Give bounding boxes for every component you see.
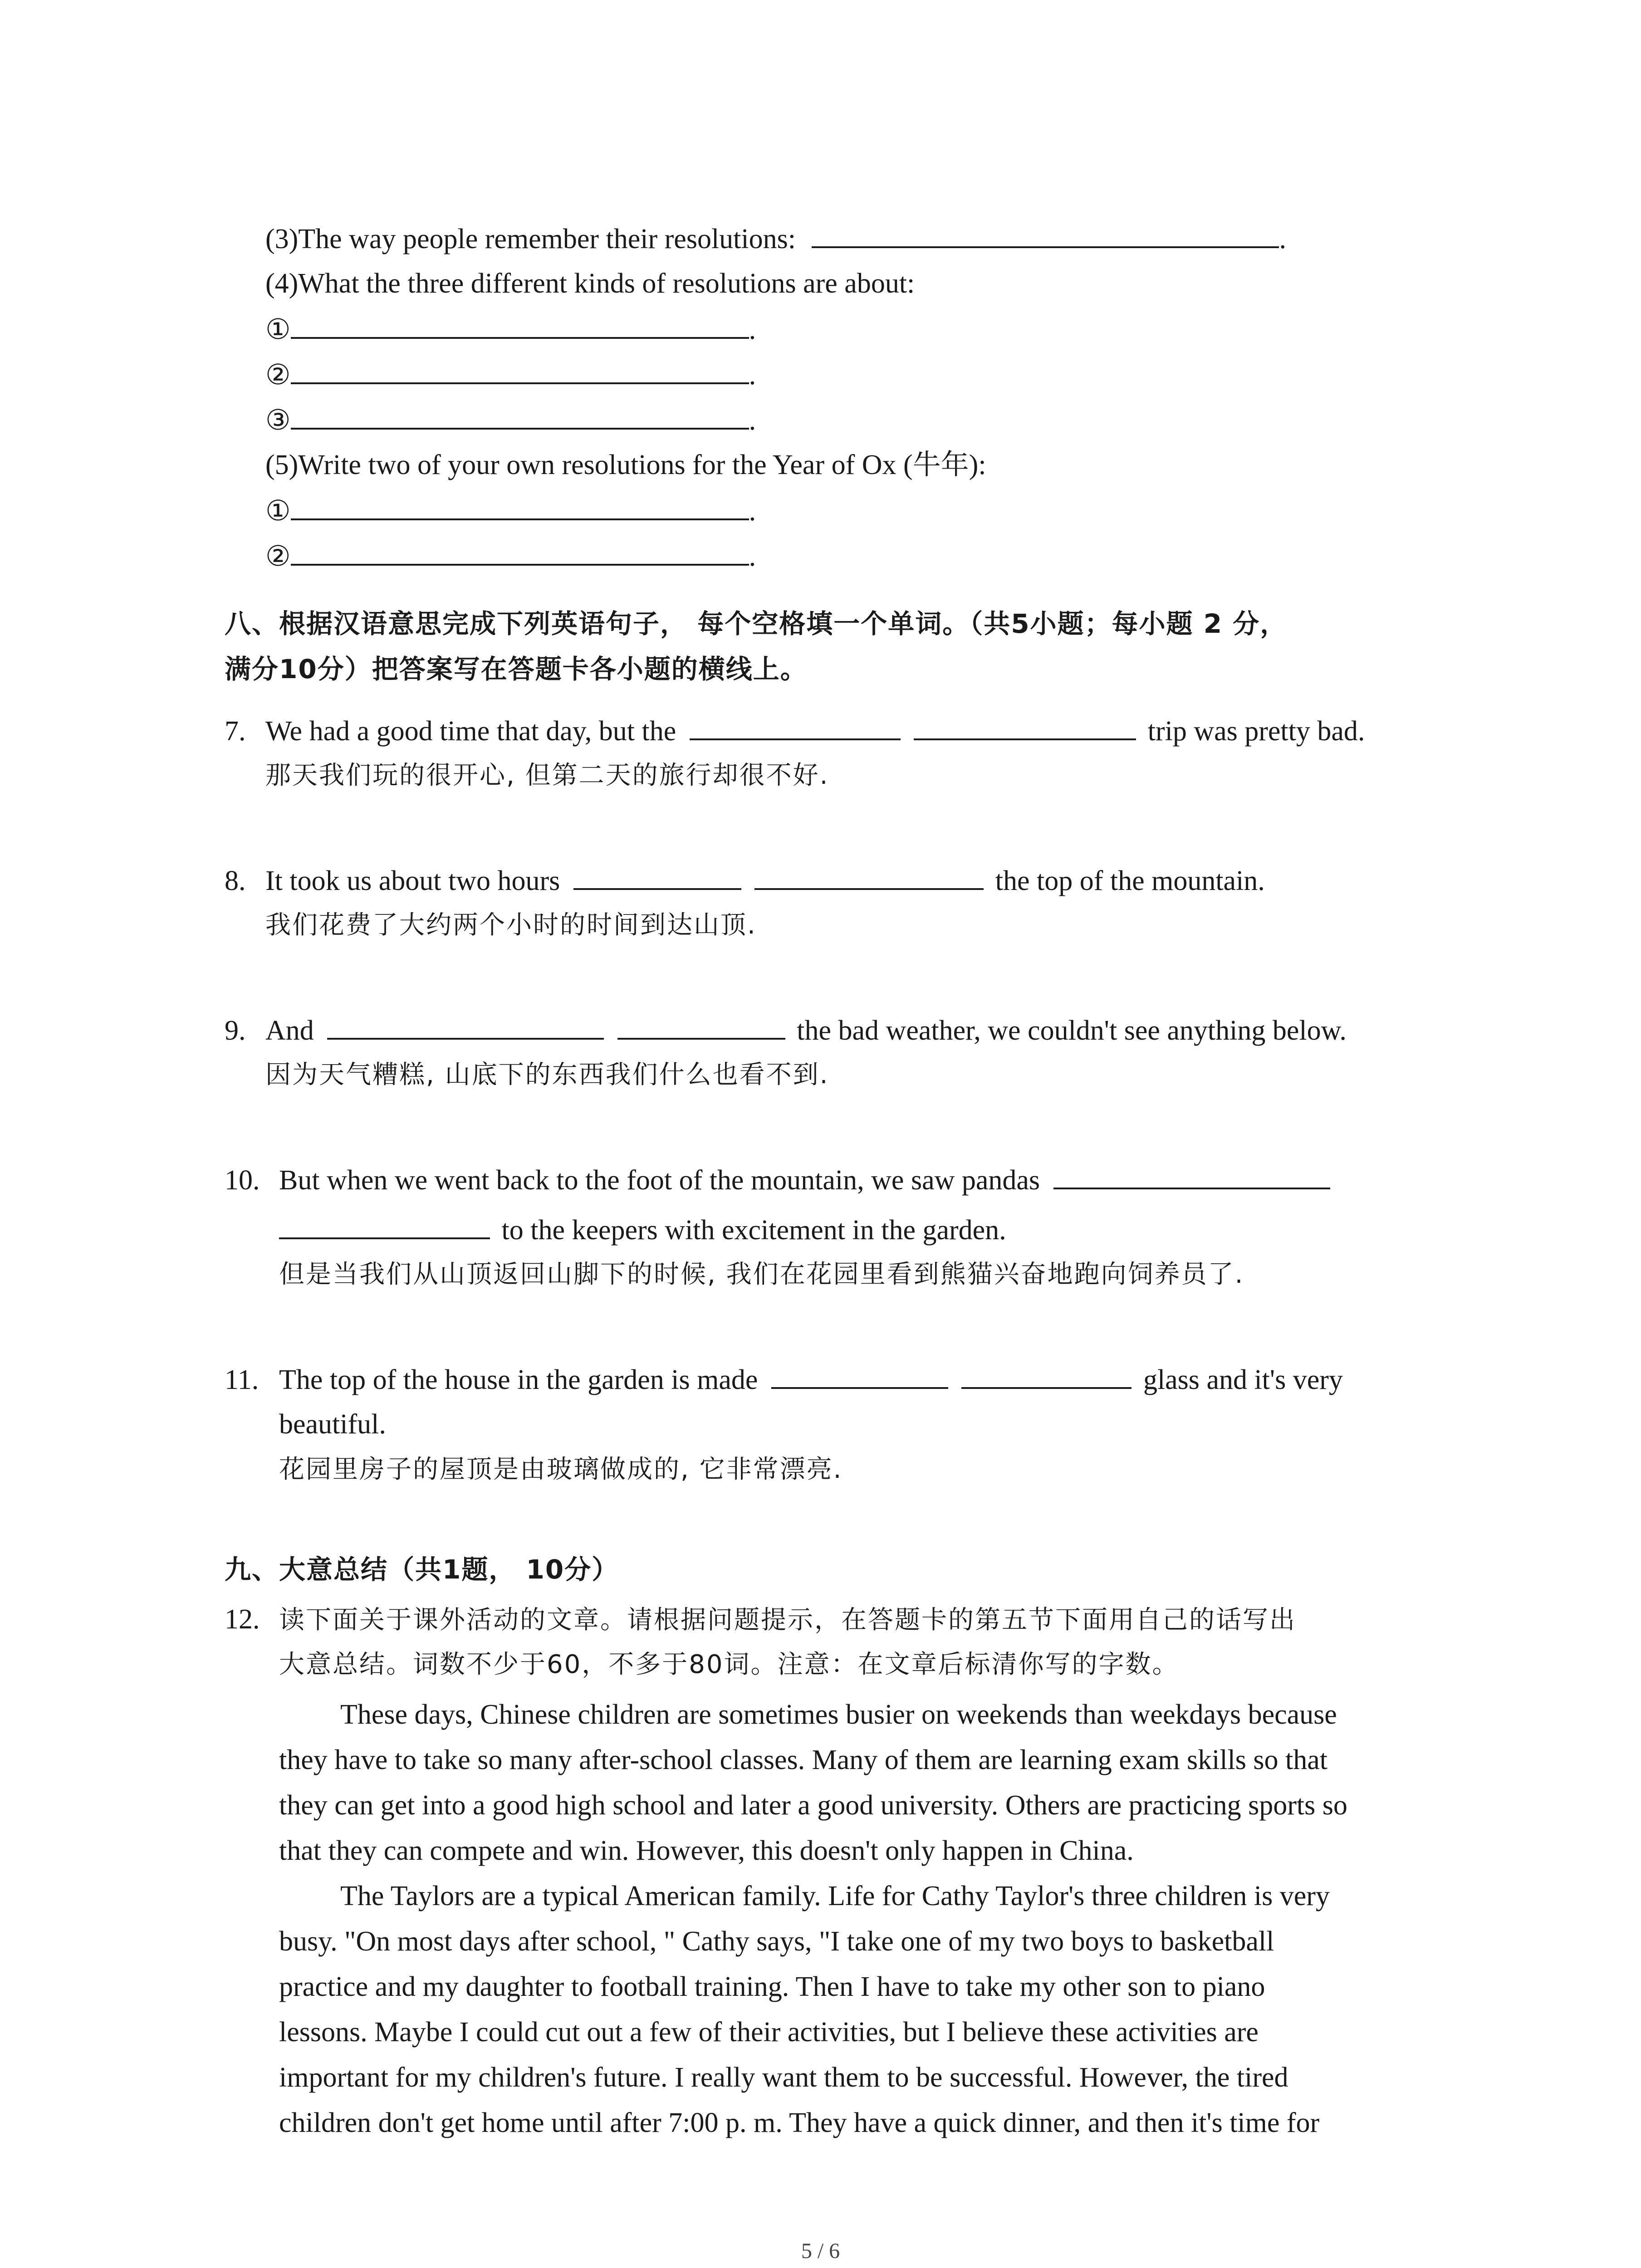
section9-heading: 九、大意总结（共1题， 10分） [225,1554,619,1585]
q3-answer-blank[interactable] [812,220,1279,248]
q9-blank-2[interactable] [617,1012,785,1040]
question-number: 7. [225,716,246,747]
q9-chinese: 因为天气糟糕, 山底下的东西我们什么也看不到. [265,1060,829,1090]
question-10-line2: to the keepers with excitement in the garden. [279,1211,1006,1248]
q10-chinese: 但是当我们从山顶返回山脚下的时候, 我们在花园里看到熊猫兴奋地跑向饲养员了. [279,1260,1244,1289]
question-11: 11. The top of the house in the garden is made glass and it's very [225,1361,1343,1398]
passage-line: children don't get home until after 7:00 p. m. They have a quick dinner, and then it's time for [279,2107,1320,2138]
question-number: 9. [225,1015,246,1046]
passage-line: they can get into a good high school and later a good university. Others are practicing sports so [279,1790,1347,1821]
q5-label: (5)Write two of your own resolutions for the Year of Ox (牛年): [265,450,986,480]
q11-blank-1[interactable] [771,1361,948,1389]
q4-answer-blank-1[interactable] [291,311,749,339]
question-number: 12. [225,1604,260,1635]
q7-blank-1[interactable] [690,712,901,740]
section8-heading-line2: 满分10分）把答案写在答题卡各小题的横线上。 [225,654,808,684]
q5-answer-blank-2[interactable] [291,538,749,566]
q8-chinese: 我们花费了大约两个小时的时间到达山顶. [265,910,757,940]
q4-answer-blank-2[interactable] [291,356,749,384]
q12-instruction-line2: 大意总结。词数不少于60，不多于80词。注意：在文章后标清你写的字数。 [279,1650,1179,1679]
question-11-line2: beautiful. [279,1409,386,1440]
q4-answer-blank-3[interactable] [291,401,749,430]
q5-answer-blank-1[interactable] [291,492,749,520]
question-7: 7. We had a good time that day, but the trip was pretty bad. [225,712,1365,749]
passage-line: lessons. Maybe I could cut out a few of their activities, but I believe these activities are [279,2017,1259,2048]
passage-line: busy. "On most days after school, " Cathy says, "I take one of my two boys to basketball [279,1926,1274,1957]
q4-item-1: ① . [265,311,756,348]
passage-line: they have to take so many after-school classes. Many of them are learning exam skills so that [279,1745,1328,1775]
question-number: 8. [225,865,246,896]
question-8: 8. It took us about two hours the top of the mountain. [225,862,1265,899]
q5-item-2: ② . [265,538,756,575]
q3-label: (3)The way people remember their resolutions: [265,224,796,254]
q8-blank-2[interactable] [754,862,984,890]
passage-line: that they can compete and win. However, this doesn't only happen in China. [279,1835,1134,1866]
q12-instruction-line1: 12. 读下面关于课外活动的文章。请根据问题提示，在答题卡的第五节下面用自己的话写出 [225,1601,1296,1638]
section8-heading-line1: 八、根据汉语意思完成下列英语句子， 每个空格填一个单词。（共5小题；每小题 2 分， [225,608,1288,639]
passage-line: important for my children's future. I really want them to be successful. However, the tired [279,2062,1288,2093]
question-number: 11. [225,1364,259,1395]
question-9: 9. And the bad weather, we couldn't see anything below. [225,1012,1347,1049]
q4-item-2: ② . [265,356,756,393]
q7-blank-2[interactable] [914,712,1136,740]
q9-blank-1[interactable] [327,1012,604,1040]
q5-item-1: ① . [265,492,756,529]
passage-line: The Taylors are a typical American family. Life for Cathy Taylor's three children is very [340,1881,1330,1911]
q10-blank-2[interactable] [279,1211,490,1239]
q11-blank-2[interactable] [961,1361,1132,1389]
page-number: 5 / 6 [801,2239,840,2263]
q10-blank-1[interactable] [1053,1161,1330,1189]
q8-blank-1[interactable] [573,862,741,890]
question-number: 10. [225,1165,260,1196]
passage-line: These days, Chinese children are sometimes busier on weekends than weekdays because [340,1699,1337,1730]
q4-item-3: ③ . [265,401,756,439]
question-10: 10. But when we went back to the foot of the mountain, we saw pandas [225,1161,1330,1198]
q11-chinese: 花园里房子的屋顶是由玻璃做成的, 它非常漂亮. [279,1455,843,1484]
q3-line: (3)The way people remember their resolutions: . [265,220,1286,257]
q4-label: (4)What the three different kinds of resolutions are about: [265,268,915,299]
q7-chinese: 那天我们玩的很开心, 但第二天的旅行却很不好. [265,761,829,790]
passage-line: practice and my daughter to football training. Then I have to take my other son to piano [279,1971,1265,2002]
